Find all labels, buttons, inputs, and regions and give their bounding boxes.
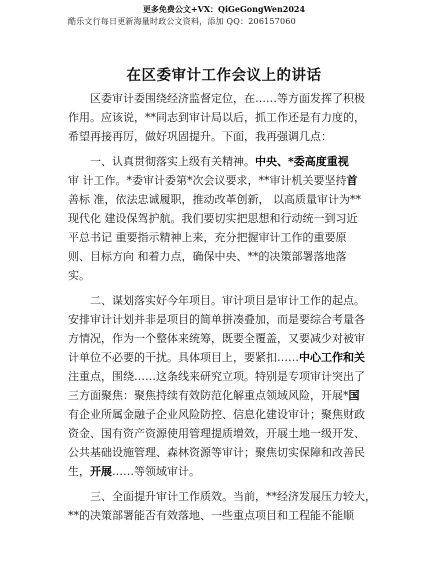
text-span: 审 计工作。*委审计委第*次会议要求，**审计机关要坚持	[68, 174, 347, 187]
text-span: 公共基础设施管理、森林资源等审计；聚焦切实保障和改善民	[68, 446, 365, 459]
text-line	[68, 310, 384, 329]
text-span: 三方面聚焦：聚焦持续有效防范化解重点领域风险，开展*	[68, 389, 349, 402]
bold-text: 中心工作和关	[299, 351, 365, 364]
text-line	[68, 405, 384, 424]
text-line	[68, 487, 384, 506]
text-line	[68, 462, 384, 481]
paragraph-4	[68, 487, 384, 525]
text-span: **的决策部署能否有效落地、一些重点项目和工程能不能顺	[68, 509, 354, 522]
paragraph-1	[68, 89, 384, 146]
text-line	[68, 367, 384, 386]
text-line	[68, 209, 384, 228]
bold-text: 首	[346, 174, 358, 187]
text-span: 希望再接再厉，做好巩固提升。下面，我再强调几点：	[68, 130, 332, 143]
document-title: 在区委审计工作会议上的讲话	[126, 67, 322, 84]
text-span: 二、谋划落实好今年项目。审计项目是审计工作的起点。	[90, 294, 365, 307]
text-span: 注重点，围绕……这条线来研究立项。特别是专项审计突出了	[68, 370, 365, 383]
document-body	[68, 89, 384, 531]
text-span: 则、目标方向 和着力点，确保中央、**的决策部署落地落	[68, 250, 347, 263]
text-line	[68, 329, 384, 348]
text-line	[68, 506, 384, 525]
text-span: 资金、国有资产资源使用管理提质增效，开展土地一级开发、	[68, 427, 365, 440]
text-line	[68, 443, 384, 462]
text-span: 方情况，作为一个整体来统筹，既要全覆盖，又要减少对被审	[68, 332, 365, 345]
text-span: 三、全面提升审计工作质效。当前，**经济发展压力较大，	[90, 490, 376, 503]
text-line	[68, 386, 384, 405]
text-line	[68, 228, 384, 247]
text-line	[68, 89, 384, 108]
text-line	[68, 171, 384, 190]
text-line	[68, 108, 384, 127]
text-span: 生，	[68, 465, 90, 478]
text-span: 平总书记 重要指示精神上来，充分把握审计工作的重要原	[68, 231, 347, 244]
text-span: 一、认真贯彻落实上级有关精神。	[90, 155, 255, 168]
top-banner: 更多免费公文+VX：QiGeGongWen2024	[142, 4, 306, 14]
text-span: 作用。应该说，**同志到审计局以后，抓工作还是有力度的，	[68, 111, 365, 124]
text-span: 区委审计委围绕经济监督定位，在……等方面发挥了积极	[90, 92, 365, 105]
header-note: 酷乐文行每日更新海量时政公文资料，添加 QQ：206157060	[68, 17, 296, 26]
text-span: 实。	[68, 269, 90, 282]
text-span: 现代化 建设保驾护航。我们要切实把思想和行动统一到习近	[68, 212, 358, 225]
text-line	[68, 152, 384, 171]
bold-text: 中央、*委高度重视	[255, 155, 349, 168]
text-line	[68, 247, 384, 266]
text-line	[68, 127, 384, 146]
text-line	[68, 190, 384, 209]
text-span: 计单位不必要的干扰。具体项目上，要紧扣……	[68, 351, 299, 364]
text-line	[68, 291, 384, 310]
text-span: 善标 准，依法忠诚履职，推动改革创新， 以高质量审计为**	[68, 193, 361, 206]
paragraph-2	[68, 152, 384, 285]
bold-text: 国	[348, 389, 360, 402]
text-line	[68, 266, 384, 285]
bold-text: 开展	[90, 465, 112, 478]
text-span: ……等领域审计。	[112, 465, 200, 478]
text-span: 安排审计计划并非是项目的简单拼凑叠加，而是要综合考量各	[68, 313, 365, 326]
text-line	[68, 348, 384, 367]
text-span: 有企业所属金融子企业风险防控、信息化建设审计；聚焦财政	[68, 408, 365, 421]
text-line	[68, 424, 384, 443]
paragraph-3	[68, 291, 384, 481]
